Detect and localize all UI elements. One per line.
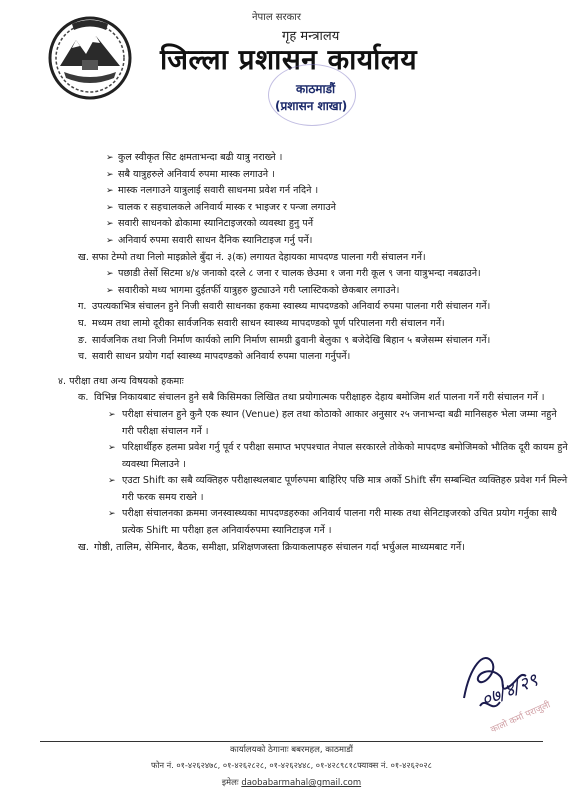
- item-kha: ख. सफा टेम्पो तथा निलो माइक्रोले बुँदा नं. ३(क) लगायत देहायका मापदण्ड पालना गरी संचालन गर्ने।: [78, 251, 426, 263]
- bullet-icon: ➢: [106, 219, 114, 230]
- signature-date: ०७/४/२९: [478, 669, 541, 712]
- footer-email: इमेलः daobabarmahal@gmail.com: [221, 778, 362, 788]
- section4-item-ka: क. विभिन्न निकायबाट संचालन हुने सबै किसिमका लिखित तथा प्रयोगात्मक परीक्षाहरु देहाय बमोजिम शर्त पालना गर्ने गरी संचालन गर्ने ।: [78, 392, 545, 404]
- email-link[interactable]: daobabarmahal@gmail.com: [241, 778, 362, 788]
- bullet-icon: ➢: [108, 409, 116, 420]
- item-cha: च. सवारी साधन प्रयोग गर्दा स्वास्थ्य मापदण्डको अनिवार्य रुपमा पालना गर्नुपर्ने।: [78, 351, 351, 363]
- bullet-icon: ➢: [106, 285, 114, 296]
- list-item: ➢ परीक्षा संचालन हुने कुनै एक स्थान (Venue) हल तथा कोठाको आकार अनुसार २५ जनाभन्दा बढी मानिसहरु भेला जम्मा नहुने गरी परीक्षा संचालन गर्ने ।: [108, 408, 557, 437]
- list-item: ➢ चालक र सहचालकले अनिवार्य मास्क र भाइजर र पन्जा लगाउने: [78, 200, 568, 217]
- stamp-branch: (प्रशासन शाखा): [275, 99, 348, 113]
- list-item: ➢ सवारीको मध्य भागमा दुईतर्फी यात्रुहरु छुट्याउने गरी प्लास्टिकको छेकबार लगाउने।: [78, 283, 568, 300]
- bullet-icon: ➢: [108, 443, 116, 454]
- bullet-icon: ➢: [106, 186, 114, 197]
- item-ga: ग. उपत्यकाभित्र संचालन हुने निजी सवारी साधनका हकमा स्वास्थ्य मापदण्डको अनिवार्य रुपमा पालना गरी संचालन गर्ने।: [78, 301, 491, 313]
- bullet-icon: ➢: [108, 509, 116, 520]
- list-item: ➢ कुल स्वीकृत सिट क्षमताभन्दा बढी यात्रु नराख्ने ।: [78, 150, 568, 167]
- ministry-name: गृह मन्त्रालय: [282, 29, 340, 44]
- section-heading: ४. परीक्षा तथा अन्य विषयको हकमाः: [58, 375, 184, 387]
- list-item: ➢ एउटा Shift का सबै व्यक्तिहरु परीक्षास्थलबाट पूर्णरुपमा बाहिरिए पछि मात्र अर्को Shift सँग सम्बन्धित व्यक्तिहरु प्रवेश गर्न मिल्ने गरी फरक समय राख्ने ।: [108, 475, 568, 503]
- bullet-icon: ➢: [106, 235, 114, 246]
- item-gha: घ. मध्यम तथा लामो दूरीका सार्वजनिक सवारी साधन स्वास्थ्य मापदण्डको पूर्ण परिपालना गरी संचालन गर्ने।: [78, 317, 445, 329]
- seal-text: कालो कर्मा पराजुली: [489, 700, 553, 736]
- document-body: [58, 150, 568, 556]
- nepal-emblem-icon: [46, 14, 134, 102]
- list-item: ➢ परिक्षार्थीहरु हलमा प्रवेश गर्नु पूर्व र परीक्षा समाप्त भएपश्चात नेपाल सरकारले तोकेको मापदण्ड बमोजिमको भौतिक दूरी कायम हुने व्यवस्था मिलाउने ।: [108, 442, 568, 470]
- footer-phone: फोन नं. ०१-४२६२४७८, ०१-४२६२८२८, ०१-४२६२४४८, ०१-४२८९८१८फ्याक्स नं. ०१-४२६२०२८: [151, 760, 432, 770]
- bullet-icon: ➢: [106, 269, 114, 280]
- list-item: ➢ पछाडी तेर्सो सिटमा ४/४ जनाको दरले ८ जना र चालक छेउमा १ जना गरी कूल ९ जना यात्रुभन्दा नबढाउने।: [78, 266, 568, 283]
- list-item: ➢ सबै यात्रुहरुले अनिवार्य रुपमा मास्क लगाउने ।: [78, 167, 568, 184]
- list-item: ➢ परीक्षा संचालनका क्रममा जनस्वास्थ्यका मापदण्डहरुका अनिवार्य पालना गरी मास्क तथा सेनिटाइजरको उचित प्रयोग गर्नुका साथै प्रत्येक Shift मा परीक्षा हल अनिवार्यरुपमा स्यानिटाइज गर्ने ।: [108, 508, 557, 537]
- list-item: ➢ अनिवार्य रुपमा सवारी साधन दैनिक स्यानिटाइज गर्नु पर्ने।: [78, 233, 568, 250]
- list-item: ➢ मास्क नलगाउने यात्रुलाई सवारी साधनमा प्रवेश गर्न नदिने ।: [78, 183, 568, 200]
- office-title: जिल्ला प्रशासन कार्यालय: [160, 43, 418, 76]
- footer-divider: [40, 741, 543, 742]
- government-name: नेपाल सरकार: [252, 12, 301, 23]
- footer-address: कार्यालयको ठेगानाः बबरमहल, काठमाडौं: [230, 745, 353, 755]
- stamp-place: काठमाडौं: [296, 82, 336, 96]
- list-item: ➢ सवारी साधनको ढोकामा स्यानिटाइजरको व्यवस्था हुनु पर्ने: [78, 216, 568, 233]
- bullet-icon: ➢: [106, 169, 114, 180]
- section4-item-kha: ख. गोष्ठी, तालिम, सेमिनार, बैठक, समीक्षा, प्रशिक्षणजस्ता क्रियाकलापहरु संचालन गर्दा भर्चुअल माध्यमबाट गर्ने।: [78, 541, 465, 553]
- bullet-icon: ➢: [106, 202, 114, 213]
- bullet-icon: ➢: [106, 153, 114, 163]
- item-nga: ङ. सार्वजनिक तथा निजी निर्माण कार्यको लागि निर्माण सामग्री ढुवानी बेलुका ९ बजेदेखि बिहान ५ बजेसम्म संचालन गर्ने।: [78, 334, 491, 346]
- bullet-icon: ➢: [108, 476, 116, 487]
